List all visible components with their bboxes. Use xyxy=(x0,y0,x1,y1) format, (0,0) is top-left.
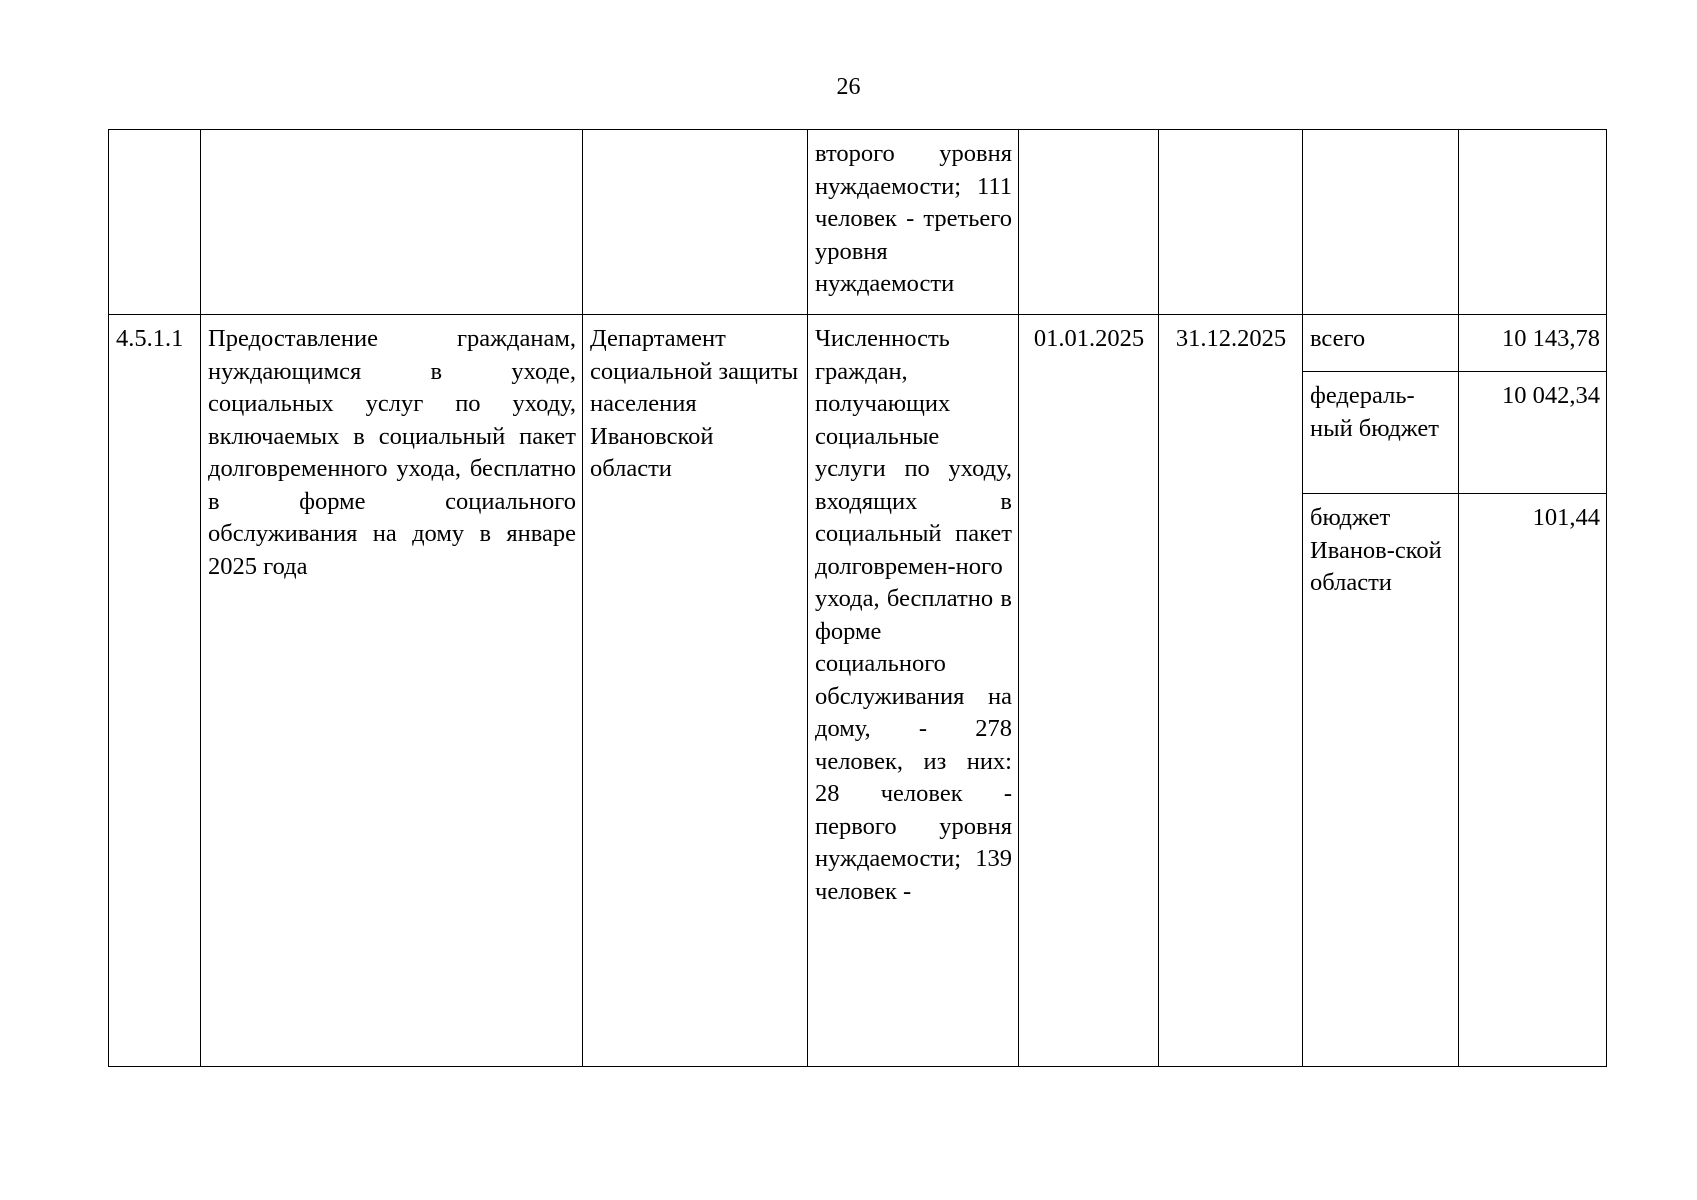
cell-empty xyxy=(1159,130,1303,315)
table-row xyxy=(109,315,1607,372)
cell-row-number: 4.5.1.1 xyxy=(109,315,201,1067)
cell-end-date: 31.12.2025 xyxy=(1159,315,1303,1067)
page-number: 26 xyxy=(836,74,861,100)
cell-funding-amount: 10 143,78 xyxy=(1459,315,1607,372)
cell-empty xyxy=(1459,130,1607,315)
cell-funding-source: федераль-ный бюджет xyxy=(1303,372,1459,494)
cell-empty xyxy=(1019,130,1159,315)
cell-empty xyxy=(201,130,583,315)
cell-indicator: Численность граждан, получающих социальные услуги по уходу, входящих в социальный пакет долговремен-ного ухода, бесплатно в форме социального обслуживания на дому, - 278 человек, из них: 28 человек - первого уровня нуждаемости; 139 человек - xyxy=(808,315,1019,1067)
cell-empty xyxy=(583,130,808,315)
cell-empty xyxy=(1303,130,1459,315)
cell-funding-source: всего xyxy=(1303,315,1459,372)
cell-indicator-continued: второго уровня нуждаемости; 111 человек - третьего уровня нуждаемости xyxy=(808,130,1019,315)
cell-activity: Предоставление гражданам, нуждающимся в уходе, социальных услуг по уходу, включаемых в социальный пакет долговременного ухода, бесплатно в форме социального обслуживания на дому в январе 2025 года xyxy=(201,315,583,1067)
cell-funding-amount: 10 042,34 xyxy=(1459,372,1607,494)
cell-executor: Департамент социальной защиты населения Ивановской области xyxy=(583,315,808,1067)
cell-start-date: 01.01.2025 xyxy=(1019,315,1159,1067)
cell-funding-source: бюджет Иванов-ской области xyxy=(1303,494,1459,1067)
cell-empty xyxy=(109,130,201,315)
cell-funding-amount: 101,44 xyxy=(1459,494,1607,1067)
program-table xyxy=(108,129,1607,1067)
table-row-continuation xyxy=(109,130,1607,315)
